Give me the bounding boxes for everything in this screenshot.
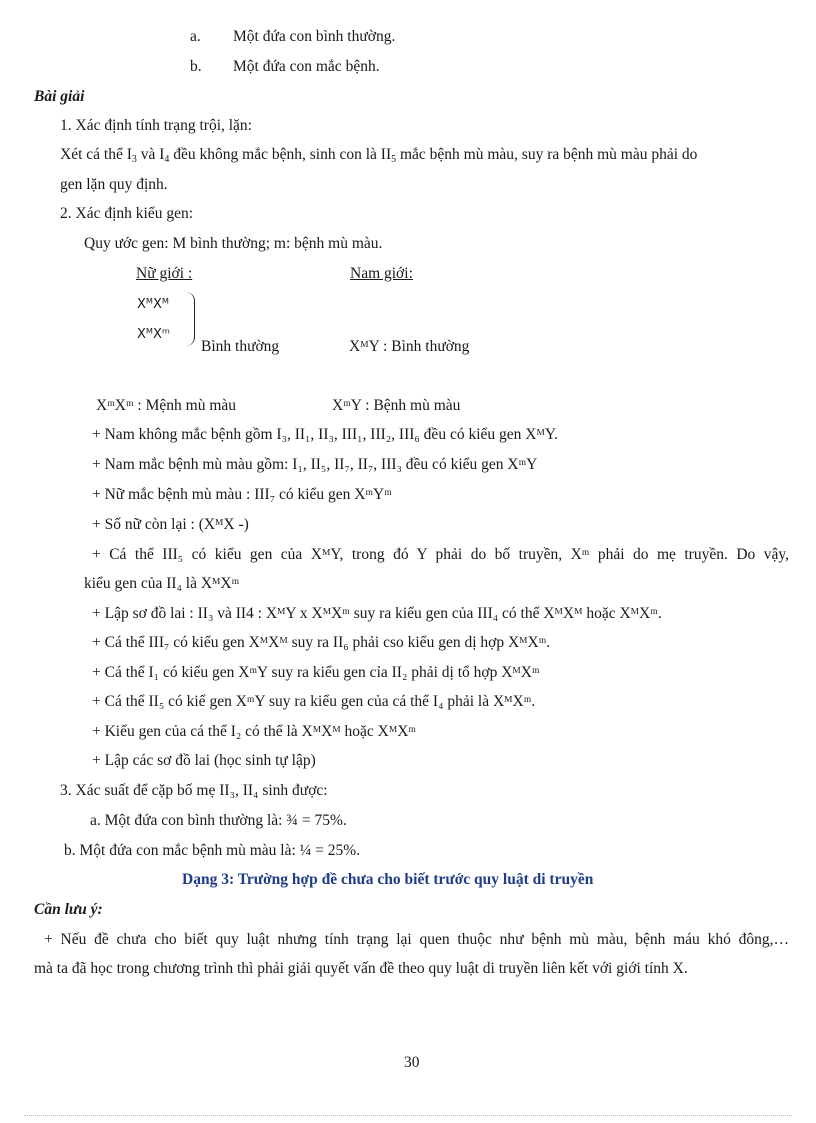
note-line1: + Nếu đề chưa cho biết quy luật nhưng tính trạng lại quen thuộc như bệnh mù màu, bệnh máu khó đông,… <box>44 931 789 948</box>
genotype-XMXm: XᴹXᵐ <box>137 327 170 342</box>
bullet-III5-line1: + Cá thể III₅ có kiểu gen của XᴹY, trong đó Y phải do bố truyền, Xᵐ phải do mẹ truyền. Do vậy, <box>92 546 789 563</box>
question-b-label: b. <box>190 58 202 75</box>
bullet-remaining-females: + Số nữ còn lại : (XᴹX -) <box>92 516 249 533</box>
probability-sick: b. Một đứa con mắc bệnh mù màu là: ¼ = 25%. <box>64 842 361 859</box>
question-a-text: Một đứa con bình thường. <box>233 28 396 45</box>
step1-paragraph-line1: Xét cá thể $I_3$ và $I_4$ đều không mắc bệnh, sinh con là $II_5$ mắc bệnh mù màu, suy ra bệnh mù màu phải do <box>60 146 698 165</box>
step3-title: 3. Xác suất để cặp bố mẹ II₃, II₄ sinh được: <box>60 782 328 799</box>
question-b-text: Một đứa con mắc bệnh. <box>233 58 380 75</box>
bullet-sick-males: + Nam mắc bệnh mù màu gồm: I₁, II₅, II₇, II₇, III₃ đều có kiểu gen XᵐY <box>92 456 538 473</box>
bullet-diagrams: + Lập các sơ đồ lai (học sinh tự lập) <box>92 752 316 769</box>
gene-convention: Quy ước gen: M bình thường; m: bệnh mù màu. <box>84 235 383 252</box>
question-a-label: a. <box>190 28 201 45</box>
step1-paragraph-line2: gen lặn quy định. <box>60 176 168 193</box>
male-sick-genotype: XᵐY : Bệnh mù màu <box>332 397 461 414</box>
genotype-XMXM: XᴹXᴹ <box>137 297 169 312</box>
male-normal-genotype: XᴹY : Bình thường <box>349 338 470 355</box>
bullet-I1: + Cá thể I₁ có kiểu gen XᵐY suy ra kiểu gen cỉa II₂ phải dị tổ hợp XᴹXᵐ <box>92 664 540 681</box>
bullet-sick-females: + Nữ mắc bệnh mù màu : III₇ có kiểu gen XᵐYᵐ <box>92 486 392 503</box>
bullet-cross-diagram: + Lập sơ đồ lai : II₃ và II4 : XᴹY x XᴹXᵐ suy ra kiểu gen của III₄ có thể XᴹXᴹ hoặc XᴹXᵐ. <box>92 605 662 622</box>
brace-bracket <box>186 292 195 346</box>
step1-title: 1. Xác định tính trạng trội, lặn: <box>60 117 252 134</box>
probability-normal: a. Một đứa con bình thường là: ¾ = 75%. <box>90 812 347 829</box>
footer-divider <box>24 1115 792 1116</box>
bullet-I2: + Kiểu gen của cá thể I₂ có thể là XᴹXᴹ hoặc XᴹXᵐ <box>92 723 416 740</box>
female-normal-label: Bình thường <box>201 338 280 355</box>
step2-title: 2. Xác định kiểu gen: <box>60 205 194 222</box>
note-line2: mà ta đã học trong chương trình thì phải giải quyết vấn đề theo quy luật di truyền liên kết với giới tính X. <box>34 960 688 977</box>
bullet-III7: + Cá thể III₇ có kiểu gen XᴹXᴹ suy ra II₆ phải cso kiểu gen dị hợp XᴹXᵐ. <box>92 634 551 651</box>
female-label: Nữ giới : <box>136 265 193 282</box>
bullet-healthy-males: + Nam không mắc bệnh gồm I₃, II₁, II₃, III₁, III₂, III₆ đều có kiểu gen XᴹY. <box>92 426 558 443</box>
note-title: Cần lưu ý: <box>34 901 103 918</box>
solution-title: Bài giải <box>34 88 85 105</box>
page-number: 30 <box>404 1054 420 1071</box>
section-heading: Dạng 3: Trường hợp đề chưa cho biết trước quy luật di truyền <box>182 871 594 888</box>
bullet-III5-line2: kiểu gen của II₄ là XᴹXᵐ <box>84 575 240 592</box>
female-sick-genotype: XᵐXᵐ : Mệnh mù màu <box>96 397 236 414</box>
male-label: Nam giới: <box>350 265 413 282</box>
bullet-II5: + Cá thể II₅ có kiể gen XᵐY suy ra kiểu gen của cá thể I₄ phải là XᴹXᵐ. <box>92 693 536 710</box>
